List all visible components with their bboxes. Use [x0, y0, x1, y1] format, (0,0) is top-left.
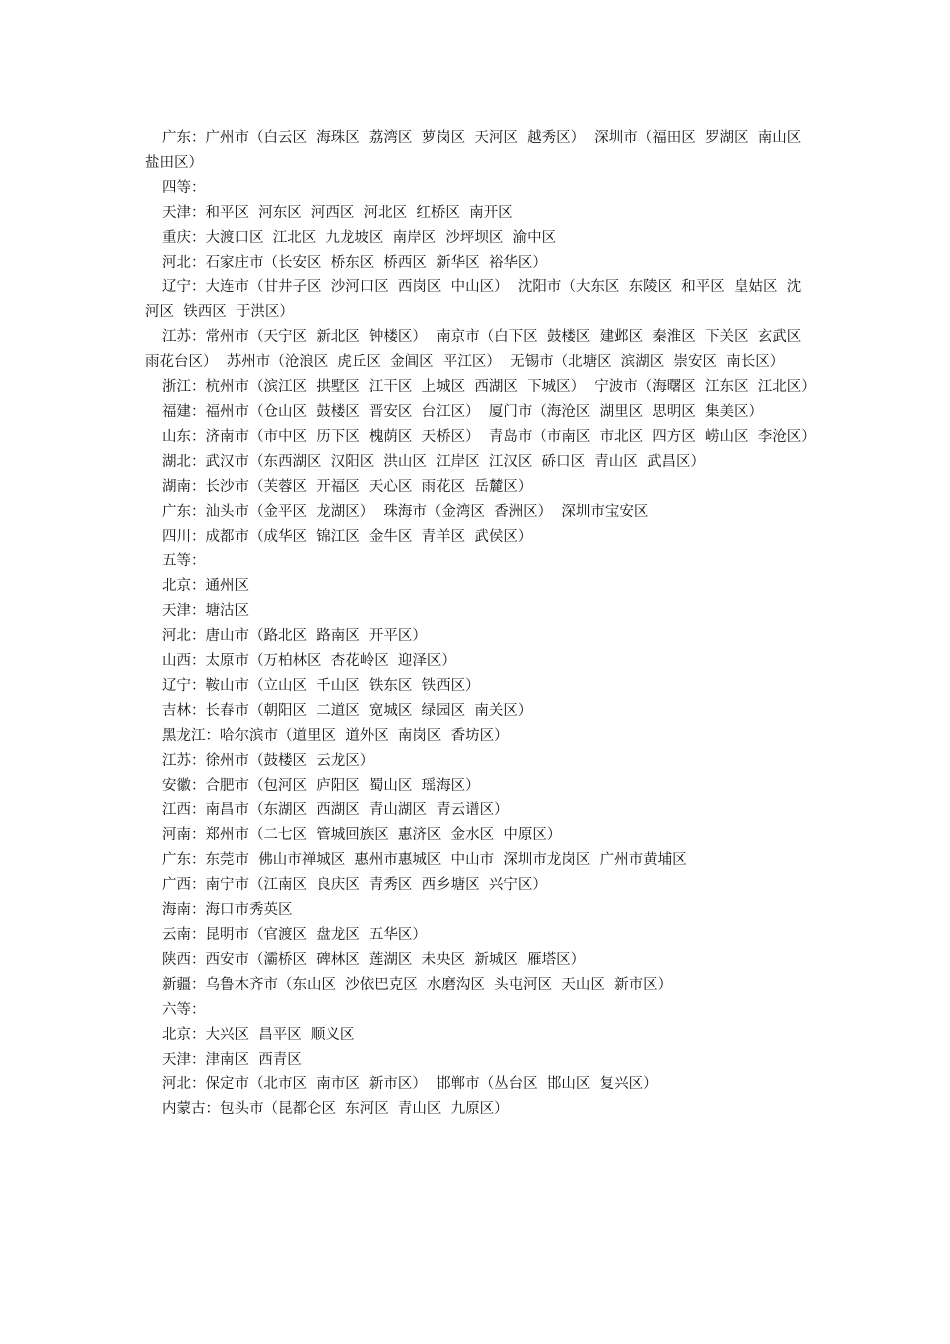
document-body [145, 126, 816, 1122]
section-heading: 六等： [162, 1001, 206, 1018]
paragraph: 云南：昆明市（官渡区 盘龙区 五华区） [162, 927, 427, 943]
paragraph: 广东：广州市（白云区 海珠区 荔湾区 萝岗区 天河区 越秀区） 深圳市（福田区 罗湖区 南山区 盐田区） [145, 130, 811, 171]
paragraph: 北京：通州区 [162, 578, 249, 595]
paragraph: 广东：汕头市（金平区 龙湖区） 珠海市（金湾区 香洲区） 深圳市宝安区 [162, 503, 649, 520]
paragraph: 浙江：杭州市（滨江区 拱墅区 江干区 上城区 西湖区 下城区） 宁波市（海曙区 江东区 江北区） [162, 379, 816, 396]
paragraph: 山东：济南市（市中区 历下区 槐荫区 天桥区） 青岛市（市南区 市北区 四方区 崂山区 李沧区） [162, 428, 816, 445]
paragraph: 江苏：徐州市（鼓楼区 云龙区） [162, 752, 375, 769]
section-heading: 四等： [162, 179, 206, 196]
paragraph: 天津：塘沽区 [162, 603, 249, 620]
paragraph: 河北：石家庄市（长安区 桥东区 桥西区 新华区 裕华区） [162, 254, 547, 271]
paragraph: 福建：福州市（仓山区 鼓楼区 晋安区 台江区） 厦门市（海沧区 湖里区 思明区 集美区） [162, 403, 764, 420]
paragraph: 黑龙江：哈尔滨市（道里区 道外区 南岗区 香坊区） [162, 727, 509, 744]
paragraph: 辽宁：大连市（甘井子区 沙河口区 西岗区 中山区） 沈阳市（大东区 东陵区 和平区 皇姑区 沈河区 铁西区 于洪区） [145, 279, 802, 321]
section-heading: 五等： [162, 553, 206, 570]
paragraph: 广西：南宁市（江南区 良庆区 青秀区 西乡塘区 兴宁区） [162, 877, 547, 894]
paragraph: 北京：大兴区 昌平区 顺义区 [162, 1026, 355, 1043]
paragraph: 内蒙古：包头市（昆都仑区 东河区 青山区 九原区） [162, 1101, 509, 1118]
paragraph: 天津：津南区 西青区 [162, 1051, 302, 1068]
paragraph: 江苏：常州市（天宁区 新北区 钟楼区） 南京市（白下区 鼓楼区 建邺区 秦淮区 下关区 玄武区 雨花台区） 苏州市（沧浪区 虎丘区 金阊区 平江区） 无锡市（北塘区 滨湖区 崇安区 南长区） [145, 329, 811, 371]
paragraph: 湖南：长沙市（芙蓉区 开福区 天心区 雨花区 岳麓区） [162, 478, 533, 495]
paragraph: 重庆：大渡口区 江北区 九龙坡区 南岸区 沙坪坝区 渝中区 [162, 229, 557, 246]
paragraph: 新疆：乌鲁木齐市（东山区 沙依巴克区 水磨沟区 头屯河区 天山区 新市区） [162, 976, 673, 993]
paragraph: 海南：海口市秀英区 [162, 902, 293, 919]
paragraph: 广东：东莞市 佛山市禅城区 惠州市惠城区 中山市 深圳市龙岗区 广州市黄埔区 [162, 852, 687, 869]
paragraph: 河南：郑州市（二七区 管城回族区 惠济区 金水区 中原区） [162, 827, 562, 844]
paragraph: 山西：太原市（万柏林区 杏花岭区 迎泽区） [162, 653, 456, 670]
paragraph: 天津：和平区 河东区 河西区 河北区 红桥区 南开区 [162, 204, 513, 221]
paragraph: 安徽：合肥市（包河区 庐阳区 蜀山区 瑶海区） [162, 777, 480, 794]
paragraph: 河北：保定市（北市区 南市区 新市区） 邯郸市（丛台区 邯山区 复兴区） [162, 1076, 658, 1093]
paragraph: 陕西：西安市（灞桥区 碑林区 莲湖区 未央区 新城区 雁塔区） [162, 951, 586, 968]
paragraph: 湖北：武汉市（东西湖区 汉阳区 洪山区 江岸区 江汉区 硚口区 青山区 武昌区） [162, 453, 706, 470]
paragraph: 辽宁：鞍山市（立山区 千山区 铁东区 铁西区） [162, 677, 480, 694]
paragraph: 河北：唐山市（路北区 路南区 开平区） [162, 628, 427, 645]
paragraph: 吉林：长春市（朝阳区 二道区 宽城区 绿园区 南关区） [162, 702, 533, 719]
paragraph: 四川：成都市（成华区 锦江区 金牛区 青羊区 武侯区） [162, 528, 533, 545]
paragraph: 江西：南昌市（东湖区 西湖区 青山湖区 青云谱区） [162, 802, 509, 819]
